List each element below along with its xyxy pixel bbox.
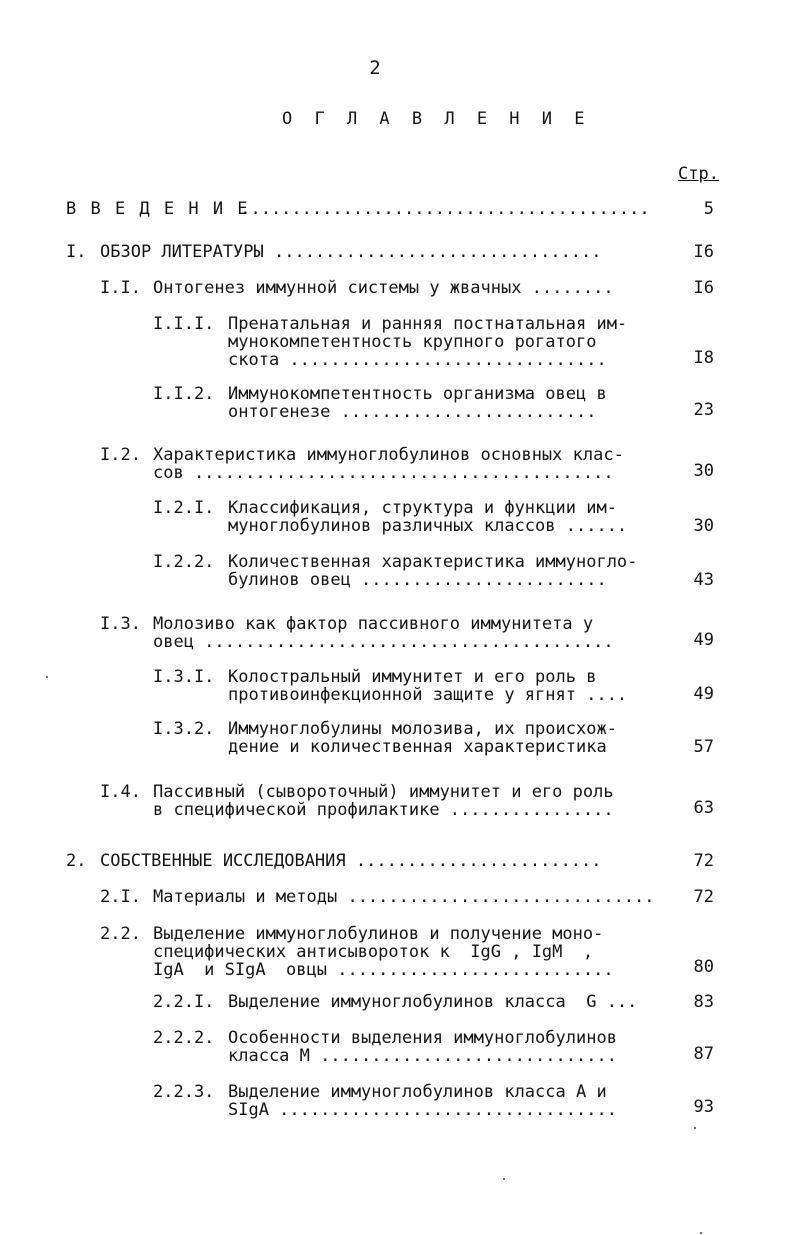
toc-entry-line: сов ......................................... bbox=[153, 463, 614, 483]
scan-speck bbox=[46, 676, 48, 678]
toc-entry-number: 2.2.2. bbox=[153, 1028, 215, 1048]
toc-entry-line: Классификация, структура и функции им- bbox=[228, 498, 617, 518]
toc-entry-line: мунокомпетентность крупного рогатого bbox=[228, 332, 597, 352]
toc-entry-line: противоинфекционной защите у ягнят .... bbox=[228, 685, 628, 705]
toc-entry-number: I. bbox=[66, 242, 87, 262]
toc-entry-line: скота ............................... bbox=[228, 350, 607, 370]
toc-entry-line: Молозиво как фактор пассивного иммунитета у bbox=[153, 614, 594, 634]
toc-entry-line: SIgA ................................. bbox=[228, 1100, 617, 1120]
toc-entry-page: I8 bbox=[693, 348, 714, 368]
toc-entry-line: IgA и SIgA овцы ........................... bbox=[153, 960, 614, 980]
toc-entry-page: 5 bbox=[703, 199, 714, 219]
toc-entry-page: 57 bbox=[693, 737, 714, 757]
toc-entry-line: Иммунокомпетентность организма овец в bbox=[228, 384, 607, 404]
scan-speck bbox=[694, 1127, 696, 1129]
toc-entry-page: 87 bbox=[693, 1044, 714, 1064]
toc-entry-page: 80 bbox=[693, 957, 714, 977]
toc-entry-line: специфических антисывороток к IgG , IgM , bbox=[153, 942, 594, 962]
toc-entry-line: Онтогенез иммунной системы у жвачных ........ bbox=[153, 278, 614, 298]
toc-entry-line: ОБЗОР ЛИТЕРАТУРЫ ................................ bbox=[100, 242, 602, 262]
toc-entry-page: 43 bbox=[693, 570, 714, 590]
toc-entry-number: 2.2.3. bbox=[153, 1082, 215, 1102]
page-number: 2 bbox=[369, 57, 381, 79]
toc-entry-number: I.2. bbox=[100, 445, 141, 465]
toc-entry-line: Колостральный иммунитет и его роль в bbox=[228, 667, 597, 687]
toc-entry-page: 23 bbox=[693, 400, 714, 420]
toc-entry-line: СОБСТВЕННЫЕ ИССЛЕДОВАНИЯ ........................ bbox=[100, 851, 602, 871]
page-column-header: Стр. bbox=[678, 164, 719, 184]
toc-entry-number: I.3. bbox=[100, 614, 141, 634]
scan-speck bbox=[700, 1232, 702, 1234]
toc-entry-number: I.I.2. bbox=[153, 384, 215, 404]
toc-entry-number: 2. bbox=[66, 851, 87, 871]
toc-entry-line: Количественная характеристика иммуногло- bbox=[228, 552, 638, 572]
toc-entry-number: 2.2.I. bbox=[153, 992, 215, 1012]
toc-entry-number: 2.2. bbox=[100, 924, 141, 944]
toc-entry-line: Пассивный (сывороточный) иммунитет и его роль bbox=[153, 782, 614, 802]
toc-entry-line: Особенности выделения иммуноглобулинов bbox=[228, 1028, 617, 1048]
toc-title: О Г Л А В Л Е Н И Е bbox=[282, 109, 591, 129]
toc-entry-number: 2.I. bbox=[100, 887, 141, 907]
toc-entry-number: I.2.2. bbox=[153, 552, 215, 572]
toc-entry-line: Характеристика иммуноглобулинов основных клас- bbox=[153, 445, 624, 465]
toc-entry-line: Выделение иммуноглобулинов класса А и bbox=[228, 1082, 607, 1102]
toc-entry-line: класса М ............................. bbox=[228, 1046, 617, 1066]
toc-entry-page: 30 bbox=[693, 516, 714, 536]
toc-entry-line: дение и количественная характеристика bbox=[228, 737, 607, 757]
toc-entry-page: 72 bbox=[693, 851, 714, 871]
toc-entry-line: Иммуноглобулины молозива, их происхож- bbox=[228, 719, 617, 739]
toc-entry-number: I.3.I. bbox=[153, 667, 215, 687]
toc-entry-line: булинов овец ........................ bbox=[228, 570, 607, 590]
toc-entry-number: I.I.I. bbox=[153, 314, 215, 334]
toc-entry-page: 30 bbox=[693, 461, 714, 481]
toc-entry-number: I.2.I. bbox=[153, 498, 215, 518]
toc-entry-page: 49 bbox=[693, 684, 714, 704]
toc-entry-page: I6 bbox=[693, 278, 714, 298]
toc-entry-line: ........................................ bbox=[230, 199, 650, 219]
toc-entry-number: I.4. bbox=[100, 782, 141, 802]
toc-entry-line: онтогенезе ......................... bbox=[228, 402, 597, 422]
scan-speck bbox=[503, 1178, 505, 1180]
toc-entry-line: Выделение иммуноглобулинов и получение моно- bbox=[153, 924, 604, 944]
toc-entry-number: В В Е Д Е Н И Е bbox=[66, 199, 250, 219]
toc-entry-page: 83 bbox=[693, 992, 714, 1012]
toc-entry-page: I6 bbox=[693, 242, 714, 262]
toc-entry-page: 63 bbox=[693, 798, 714, 818]
toc-entry-line: Материалы и методы .............................. bbox=[153, 887, 655, 907]
toc-entry-line: муноглобулинов различных классов ...... bbox=[228, 516, 628, 536]
toc-entry-line: в специфической профилактике ................ bbox=[153, 800, 614, 820]
toc-entry-number: I.I. bbox=[100, 278, 141, 298]
toc-entry-page: 49 bbox=[693, 630, 714, 650]
toc-entry-line: овец ........................................ bbox=[153, 632, 614, 652]
toc-entry-number: I.3.2. bbox=[153, 719, 215, 739]
toc-entry-page: 93 bbox=[693, 1097, 714, 1117]
toc-entry-line: Выделение иммуноглобулинов класса G ... bbox=[228, 992, 638, 1012]
toc-entry-line: Пренатальная и ранняя постнатальная им- bbox=[228, 314, 628, 334]
toc-entry-page: 72 bbox=[693, 887, 714, 907]
